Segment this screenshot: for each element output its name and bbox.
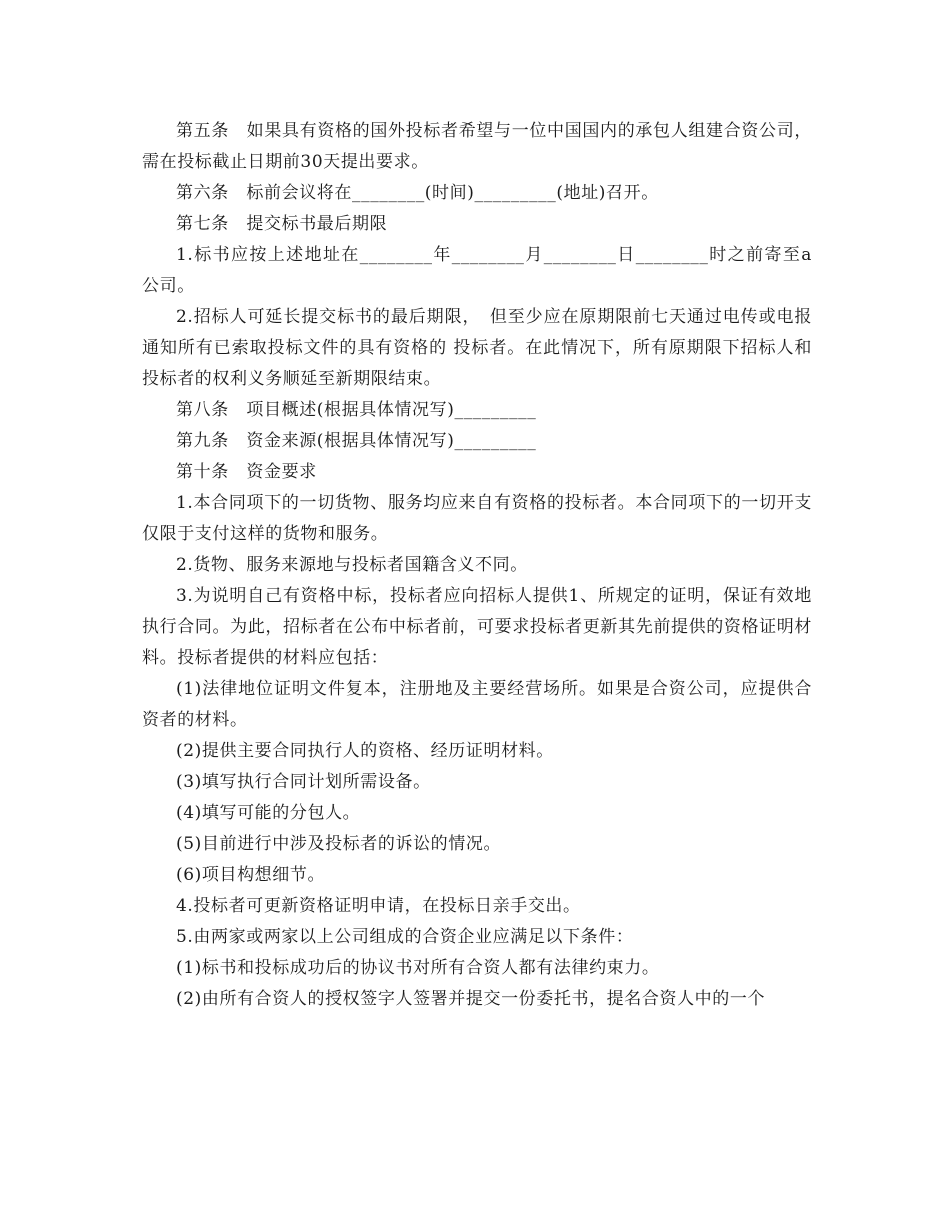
clause-10-item-3-sub-3: (3)填写执行合同计划所需设备。 [176, 772, 431, 792]
clause-10-item-2: 2.货物、服务来源地与投标者国籍含义不同。 [176, 555, 528, 575]
clause-10-item-3-sub-5: (5)目前进行中涉及投标者的诉讼的情况。 [176, 834, 502, 854]
clause-10-item-3-sub-4: (4)填写可能的分包人。 [176, 803, 361, 823]
clause-10-item-1: 1.本合同项下的一切货物、服务均应来自有资格的投标者。本合同项下的一切开支仅限于支付这样的货物和服务。 [142, 493, 812, 544]
clause-10-item-3-sub-1: (1)法律地位证明文件复本，注册地及主要经营场所。如果是合资公司，应提供合资者的材料。 [142, 679, 812, 730]
clause-5-paragraph: 第五条 如果具有资格的国外投标者希望与一位中国国内的承包人组建合资公司，需在投标截止日期前30天提出要求。 [142, 121, 812, 172]
clause-10-item-5-sub-1: (1)标书和投标成功后的协议书对所有合资人都有法律约束力。 [176, 958, 660, 978]
clause-10-item-3: 3.为说明自己有资格中标，投标者应向招标人提供1、所规定的证明，保证有效地执行合同。为此，招标者在公布中标者前，可要求投标者更新其先前提供的资格证明材料。投标者提供的材料应包括： [142, 586, 812, 668]
clause-10-item-3-sub-2: (2)提供主要合同执行人的资格、经历证明材料。 [176, 741, 554, 761]
clause-7-item-2: 2.招标人可延长提交标书的最后期限， 但至少应在原期限前七天通过电传或电报通知所有已索取投标文件的具有资格的 投标者。在此情况下，所有原期限下招标人和投标者的权利义务顺延至新期限结束。 [142, 307, 812, 389]
clause-8-paragraph: 第八条 项目概述(根据具体情况写)_________ [176, 400, 537, 420]
clause-9-paragraph: 第九条 资金来源(根据具体情况写)_________ [176, 431, 537, 451]
clause-7-heading: 第七条 提交标书最后期限 [176, 214, 388, 234]
clause-7-item-1: 1.标书应按上述地址在________年________月________日________时之前寄至a公司。 [142, 245, 812, 296]
document-body [142, 116, 812, 1015]
clause-10-heading: 第十条 资金要求 [176, 462, 317, 482]
clause-10-item-5: 5.由两家或两家以上公司组成的合资企业应满足以下条件： [176, 927, 634, 947]
clause-6-paragraph: 第六条 标前会议将在________(时间)_________(地址)召开。 [176, 183, 659, 203]
clause-10-item-4: 4.投标者可更新资格证明申请，在投标日亲手交出。 [176, 896, 581, 916]
clause-10-item-3-sub-6: (6)项目构想细节。 [176, 865, 326, 885]
clause-10-item-5-sub-2: (2)由所有合资人的授权签字人签署并提交一份委托书，提名合资人中的一个 [176, 989, 766, 1009]
